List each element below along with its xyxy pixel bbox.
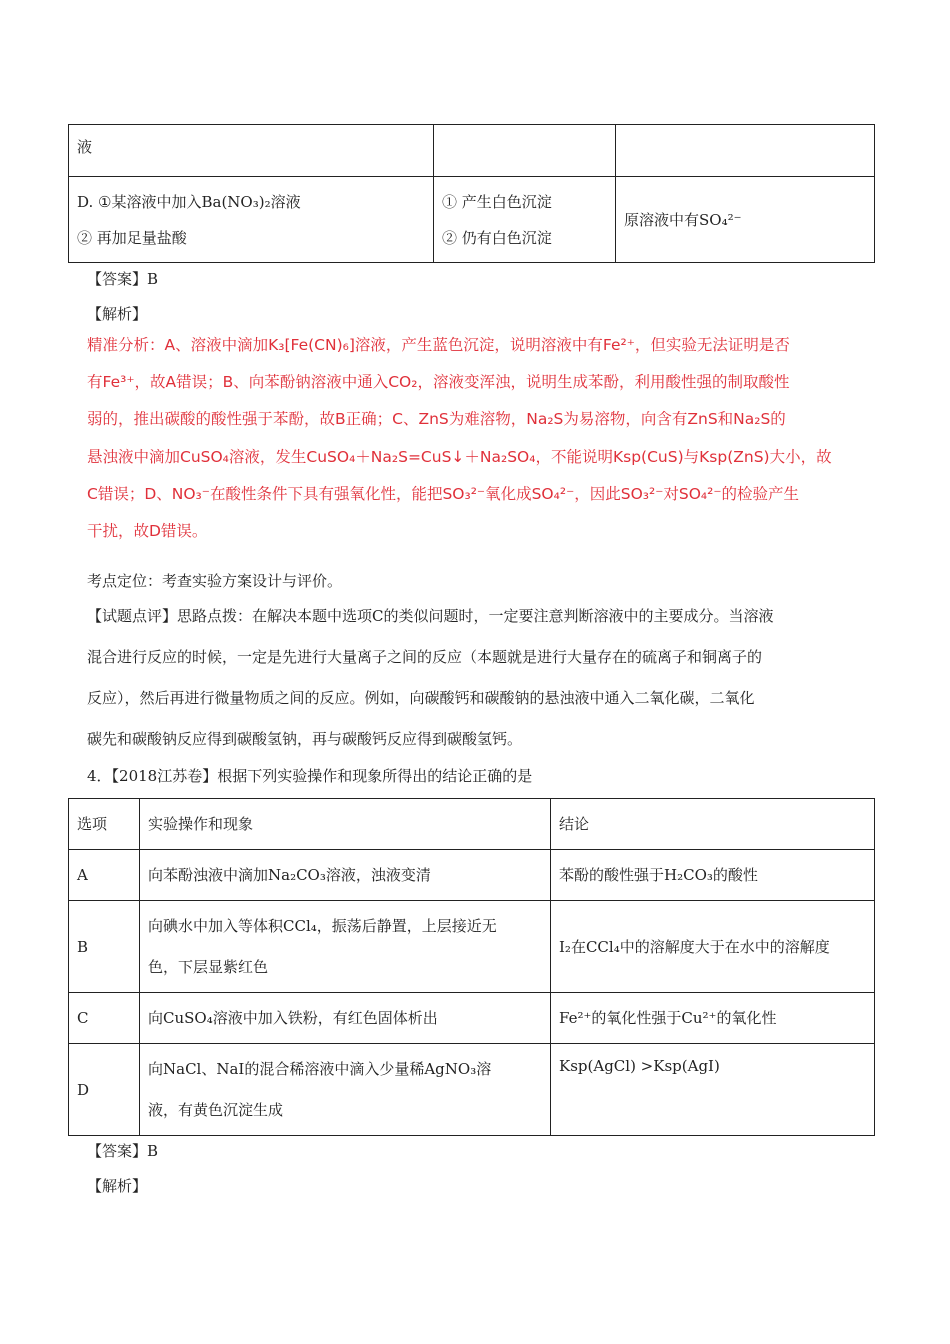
conclusion-cell: I₂在CCl₄中的溶解度大于在水中的溶解度 [551, 901, 875, 993]
conclusion-cell [551, 1044, 875, 1136]
table-row [69, 850, 875, 901]
analysis-line: 悬浊液中滴加CuSO₄溶液，发生CuSO₄＋Na₂S=CuS↓＋Na₂SO₄，不能说明Ksp(CuS)与Ksp(ZnS)大小，故 [87, 447, 832, 466]
phenomenon-cell [434, 177, 616, 263]
table-header-row [69, 799, 875, 850]
cell-text: ② 仍有白色沉淀 [442, 228, 552, 247]
header-option: 选项 [69, 799, 140, 850]
comment-line: 反应），然后再进行微量物质之间的反应。例如，向碳酸钙和碳酸钠的悬浊液中通入二氧化碳，二氧化 [87, 689, 755, 707]
experiment-table-continued [68, 124, 875, 263]
operation-cell [69, 125, 434, 177]
answer-label-q4: 【答案】B [87, 1142, 159, 1160]
exam-point: 考点定位：考查实验方案设计与评价。 [87, 572, 343, 590]
table-row [69, 177, 875, 263]
analysis-label-q4: 【解析】 [87, 1177, 148, 1195]
comment-line: 【试题点评】思路点拨：在解决本题中选项C的类似问题时，一定要注意判断溶液中的主要成分。当溶液 [87, 607, 774, 625]
cell-text: 向苯酚浊液中滴加Na₂CO₃溶液，浊液变清 [148, 866, 431, 884]
comment-line: 混合进行反应的时候，一定是先进行大量离子之间的反应（本题就是进行大量存在的硫离子和铜离子的 [87, 648, 763, 666]
analysis-text [87, 327, 867, 550]
comment-line: 碳先和碳酸钠反应得到碳酸氢钠，再与碳酸钙反应得到碳酸氢钙。 [87, 730, 523, 748]
option-cell: A [69, 850, 140, 901]
table-row [69, 125, 875, 177]
analysis-line: C错误；D、NO₃⁻在酸性条件下具有强氧化性，能把SO₃²⁻氧化成SO₄²⁻，因此SO₃²⁻对SO₄²⁻的检验产生 [87, 484, 800, 503]
option-cell: D [69, 1044, 140, 1136]
cell-text: 向碘水中加入等体积CCl₄，振荡后静置，上层接近无 [148, 916, 497, 935]
cell-text: ② 再加足量盐酸 [77, 228, 187, 247]
conclusion-cell [616, 177, 875, 263]
cell-text: Ksp(AgCl) >Ksp(AgI) [559, 1057, 720, 1075]
table-row [69, 1044, 875, 1136]
conclusion-cell: Fe²⁺的氧化性强于Cu²⁺的氧化性 [551, 993, 875, 1044]
table-row [69, 901, 875, 993]
option-cell: B [69, 901, 140, 993]
analysis-label: 【解析】 [87, 305, 148, 323]
cell-text: 色，下层显紫红色 [148, 957, 269, 976]
analysis-line: 干扰，故D错误。 [87, 522, 208, 541]
operation-cell [140, 993, 551, 1044]
operation-cell [69, 177, 434, 263]
operation-cell [140, 1044, 551, 1136]
conclusion-cell [616, 125, 875, 177]
cell-text: 原溶液中有SO₄²⁻ [624, 210, 742, 229]
answer-label: 【答案】B [87, 270, 159, 288]
phenomenon-cell [434, 125, 616, 177]
cell-text: 液 [77, 138, 93, 156]
cell-text: 液，有黄色沉淀生成 [148, 1100, 284, 1119]
operation-cell [140, 850, 551, 901]
cell-text: 向CuSO₄溶液中加入铁粉，有红色固体析出 [148, 1009, 438, 1027]
header-operation: 实验操作和现象 [140, 799, 551, 850]
conclusion-cell: 苯酚的酸性强于H₂CO₃的酸性 [551, 850, 875, 901]
analysis-line: 精准分析：A、溶液中滴加K₃[Fe(CN)₆]溶液，产生蓝色沉淀，说明溶液中有Fe²⁺，但实验无法证明是否 [87, 336, 790, 354]
experiment-table-q4 [68, 798, 875, 1136]
analysis-line: 弱的，推出碳酸的酸性强于苯酚，故B正确；C、ZnS为难溶物，Na₂S为易溶物，向含有ZnS和Na₂S的 [87, 410, 786, 429]
cell-text: 向NaCl、NaI的混合稀溶液中滴入少量稀AgNO₃溶 [148, 1059, 492, 1078]
analysis-line: 有Fe³⁺，故A错误；B、向苯酚钠溶液中通入CO₂，溶液变浑浊，说明生成苯酚，利用酸性强的制取酸性 [87, 373, 790, 392]
cell-text: ① 产生白色沉淀 [442, 192, 552, 211]
comment-paragraph [87, 596, 867, 760]
cell-text: D. ①某溶液中加入Ba(NO₃)₂溶液 [77, 192, 301, 211]
table-row [69, 993, 875, 1044]
operation-cell [140, 901, 551, 993]
header-conclusion: 结论 [551, 799, 875, 850]
option-cell: C [69, 993, 140, 1044]
question-4-title: 4．【2018江苏卷】根据下列实验操作和现象所得出的结论正确的是 [87, 767, 533, 785]
